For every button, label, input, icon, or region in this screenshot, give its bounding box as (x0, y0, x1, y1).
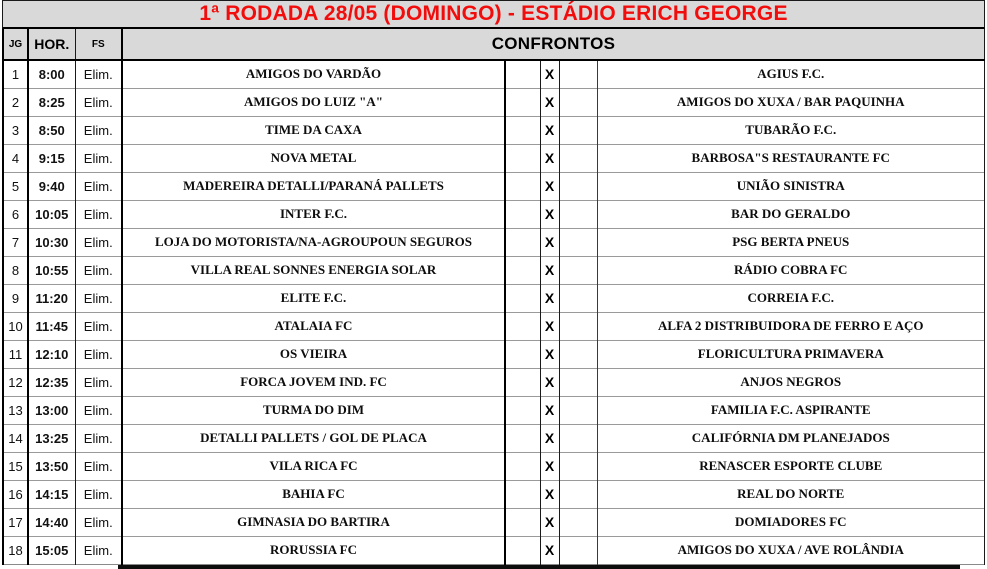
match-time-cell: 12:10 (28, 340, 75, 368)
match-number-cell: 4 (3, 144, 28, 172)
match-time-cell: 11:45 (28, 312, 75, 340)
vs-cell: X (540, 88, 559, 116)
match-time-cell: 8:25 (28, 88, 75, 116)
home-score-cell (505, 228, 540, 256)
home-team-cell: VILA RICA FC (122, 452, 505, 480)
home-team-cell: ELITE F.C. (122, 284, 505, 312)
match-time-cell: 14:40 (28, 508, 75, 536)
match-number-cell: 3 (3, 116, 28, 144)
match-number-cell: 6 (3, 200, 28, 228)
match-time-cell: 13:25 (28, 424, 75, 452)
away-score-cell (559, 312, 597, 340)
match-number-cell: 1 (3, 60, 28, 88)
home-team-cell: MADEREIRA DETALLI/PARANÁ PALLETS (122, 172, 505, 200)
vs-cell: X (540, 480, 559, 508)
match-time-cell: 8:00 (28, 60, 75, 88)
vs-cell: X (540, 228, 559, 256)
home-score-cell (505, 452, 540, 480)
match-stage-cell: Elim. (75, 88, 122, 116)
match-stage-cell: Elim. (75, 508, 122, 536)
vs-cell: X (540, 368, 559, 396)
match-stage-cell: Elim. (75, 116, 122, 144)
home-team-cell: AMIGOS DO VARDÃO (122, 60, 505, 88)
away-team-cell: FAMILIA F.C. ASPIRANTE (597, 396, 985, 424)
home-score-cell (505, 480, 540, 508)
home-score-cell (505, 340, 540, 368)
match-row (3, 228, 985, 256)
away-team-cell: BAR DO GERALDO (597, 200, 985, 228)
vs-cell: X (540, 200, 559, 228)
match-time-cell: 10:05 (28, 200, 75, 228)
home-score-cell (505, 60, 540, 88)
match-number-cell: 18 (3, 536, 28, 564)
match-row (3, 284, 985, 312)
away-score-cell (559, 452, 597, 480)
away-score-cell (559, 480, 597, 508)
round-title: 1ª RODADA 28/05 (DOMINGO) - ESTÁDIO ERICH GEORGE (199, 2, 788, 25)
away-team-cell: REAL DO NORTE (597, 480, 985, 508)
match-row (3, 88, 985, 116)
match-row (3, 452, 985, 480)
away-score-cell (559, 424, 597, 452)
match-number-cell: 13 (3, 396, 28, 424)
match-stage-cell: Elim. (75, 396, 122, 424)
match-row (3, 144, 985, 172)
match-stage-cell: Elim. (75, 312, 122, 340)
match-row (3, 480, 985, 508)
away-team-cell: AGIUS F.C. (597, 60, 985, 88)
header-game-number: JG (3, 29, 28, 60)
away-team-cell: TUBARÃO F.C. (597, 116, 985, 144)
home-team-cell: INTER F.C. (122, 200, 505, 228)
away-team-cell: BARBOSA"S RESTAURANTE FC (597, 144, 985, 172)
away-score-cell (559, 508, 597, 536)
home-score-cell (505, 284, 540, 312)
match-stage-cell: Elim. (75, 452, 122, 480)
match-time-cell: 10:55 (28, 256, 75, 284)
away-score-cell (559, 228, 597, 256)
home-team-cell: AMIGOS DO LUIZ "A" (122, 88, 505, 116)
match-number-cell: 2 (3, 88, 28, 116)
match-number-cell: 7 (3, 228, 28, 256)
match-time-cell: 9:15 (28, 144, 75, 172)
home-team-cell: RORUSSIA FC (122, 536, 505, 564)
match-row (3, 256, 985, 284)
away-team-cell: PSG BERTA PNEUS (597, 228, 985, 256)
match-number-cell: 16 (3, 480, 28, 508)
match-stage-cell: Elim. (75, 424, 122, 452)
away-score-cell (559, 256, 597, 284)
match-row (3, 536, 985, 564)
header-time: HOR. (28, 29, 75, 60)
home-team-cell: BAHIA FC (122, 480, 505, 508)
vs-cell: X (540, 452, 559, 480)
round-title-bar (2, 0, 985, 29)
home-team-cell: FORCA JOVEM IND. FC (122, 368, 505, 396)
home-score-cell (505, 368, 540, 396)
match-stage-cell: Elim. (75, 172, 122, 200)
vs-cell: X (540, 256, 559, 284)
match-stage-cell: Elim. (75, 60, 122, 88)
away-team-cell: DOMIADORES FC (597, 508, 985, 536)
match-time-cell: 11:20 (28, 284, 75, 312)
away-score-cell (559, 536, 597, 564)
match-time-cell: 8:50 (28, 116, 75, 144)
match-row (3, 368, 985, 396)
vs-cell: X (540, 424, 559, 452)
match-number-cell: 8 (3, 256, 28, 284)
away-score-cell (559, 172, 597, 200)
away-team-cell: AMIGOS DO XUXA / BAR PAQUINHA (597, 88, 985, 116)
match-stage-cell: Elim. (75, 340, 122, 368)
away-team-cell: CORREIA F.C. (597, 284, 985, 312)
home-score-cell (505, 88, 540, 116)
away-team-cell: FLORICULTURA PRIMAVERA (597, 340, 985, 368)
match-time-cell: 13:50 (28, 452, 75, 480)
match-time-cell: 15:05 (28, 536, 75, 564)
match-stage-cell: Elim. (75, 536, 122, 564)
vs-cell: X (540, 396, 559, 424)
home-score-cell (505, 172, 540, 200)
vs-cell: X (540, 60, 559, 88)
away-score-cell (559, 340, 597, 368)
match-number-cell: 15 (3, 452, 28, 480)
vs-cell: X (540, 340, 559, 368)
match-time-cell: 10:30 (28, 228, 75, 256)
match-time-cell: 14:15 (28, 480, 75, 508)
match-stage-cell: Elim. (75, 200, 122, 228)
home-score-cell (505, 144, 540, 172)
matches-table (2, 29, 985, 565)
vs-cell: X (540, 508, 559, 536)
match-number-cell: 17 (3, 508, 28, 536)
home-score-cell (505, 256, 540, 284)
home-team-cell: OS VIEIRA (122, 340, 505, 368)
home-team-cell: VILLA REAL SONNES ENERGIA SOLAR (122, 256, 505, 284)
match-number-cell: 5 (3, 172, 28, 200)
home-score-cell (505, 424, 540, 452)
header-stage: FS (75, 29, 122, 60)
match-number-cell: 10 (3, 312, 28, 340)
home-score-cell (505, 116, 540, 144)
away-team-cell: AMIGOS DO XUXA / AVE ROLÂNDIA (597, 536, 985, 564)
vs-cell: X (540, 116, 559, 144)
away-team-cell: ANJOS NEGROS (597, 368, 985, 396)
bottom-border-bar (118, 565, 960, 569)
table-header-row (3, 29, 985, 60)
away-score-cell (559, 88, 597, 116)
match-row (3, 396, 985, 424)
home-team-cell: ATALAIA FC (122, 312, 505, 340)
away-team-cell: ALFA 2 DISTRIBUIDORA DE FERRO E AÇO (597, 312, 985, 340)
match-stage-cell: Elim. (75, 256, 122, 284)
vs-cell: X (540, 144, 559, 172)
home-team-cell: GIMNASIA DO BARTIRA (122, 508, 505, 536)
schedule-sheet (2, 0, 985, 569)
match-row (3, 200, 985, 228)
home-team-cell: NOVA METAL (122, 144, 505, 172)
home-score-cell (505, 312, 540, 340)
vs-cell: X (540, 172, 559, 200)
match-number-cell: 14 (3, 424, 28, 452)
away-score-cell (559, 200, 597, 228)
vs-cell: X (540, 284, 559, 312)
home-score-cell (505, 508, 540, 536)
away-score-cell (559, 396, 597, 424)
match-row (3, 116, 985, 144)
away-team-cell: RENASCER ESPORTE CLUBE (597, 452, 985, 480)
match-stage-cell: Elim. (75, 144, 122, 172)
match-row (3, 340, 985, 368)
home-team-cell: LOJA DO MOTORISTA/NA-AGROUPOUN SEGUROS (122, 228, 505, 256)
vs-cell: X (540, 312, 559, 340)
home-score-cell (505, 536, 540, 564)
away-score-cell (559, 368, 597, 396)
home-score-cell (505, 396, 540, 424)
match-stage-cell: Elim. (75, 228, 122, 256)
away-score-cell (559, 284, 597, 312)
match-time-cell: 9:40 (28, 172, 75, 200)
match-stage-cell: Elim. (75, 480, 122, 508)
home-team-cell: TURMA DO DIM (122, 396, 505, 424)
match-stage-cell: Elim. (75, 284, 122, 312)
home-score-cell (505, 200, 540, 228)
match-number-cell: 12 (3, 368, 28, 396)
match-stage-cell: Elim. (75, 368, 122, 396)
match-row (3, 60, 985, 88)
home-team-cell: DETALLI PALLETS / GOL DE PLACA (122, 424, 505, 452)
match-row (3, 172, 985, 200)
match-time-cell: 12:35 (28, 368, 75, 396)
away-score-cell (559, 116, 597, 144)
away-score-cell (559, 144, 597, 172)
match-number-cell: 11 (3, 340, 28, 368)
match-time-cell: 13:00 (28, 396, 75, 424)
header-confrontos: CONFRONTOS (122, 29, 985, 60)
away-score-cell (559, 60, 597, 88)
vs-cell: X (540, 536, 559, 564)
home-team-cell: TIME DA CAXA (122, 116, 505, 144)
away-team-cell: CALIFÓRNIA DM PLANEJADOS (597, 424, 985, 452)
match-row (3, 312, 985, 340)
away-team-cell: RÁDIO COBRA FC (597, 256, 985, 284)
match-row (3, 508, 985, 536)
match-row (3, 424, 985, 452)
away-team-cell: UNIÃO SINISTRA (597, 172, 985, 200)
match-number-cell: 9 (3, 284, 28, 312)
